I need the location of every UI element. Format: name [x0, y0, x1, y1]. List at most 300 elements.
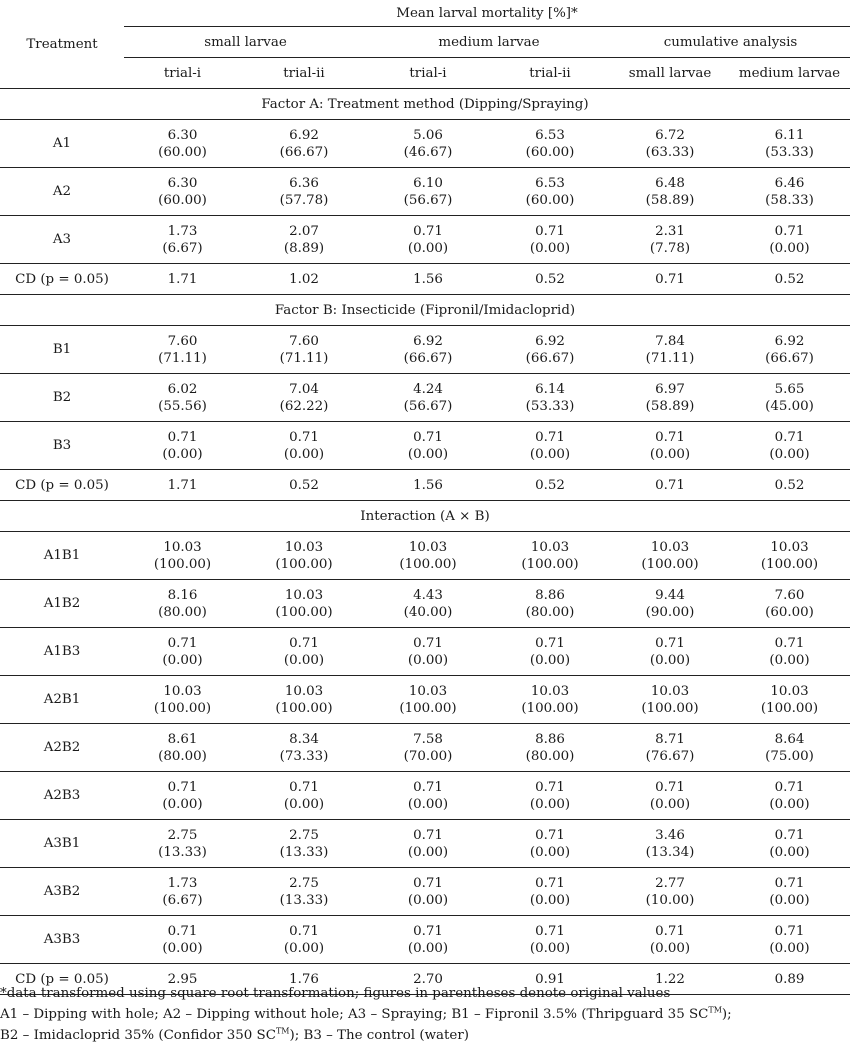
original-value: (0.00) [769, 940, 810, 956]
transformed-value: 0.71 [535, 223, 565, 239]
cd-row [0, 470, 850, 501]
table-cell [729, 868, 850, 916]
original-value: (100.00) [760, 700, 819, 716]
transformed-value: 8.34 [289, 731, 319, 747]
original-value: (0.00) [769, 892, 810, 908]
original-value: (60.00) [525, 192, 575, 208]
cd-value: 1.76 [241, 964, 367, 995]
table-cell [729, 628, 850, 676]
transformed-value: 6.11 [774, 127, 805, 143]
transformed-value: 10.03 [163, 683, 202, 699]
table-cell [729, 168, 850, 216]
trademark-sup: TM [275, 1026, 290, 1036]
table-cell [367, 724, 489, 772]
table-cell [241, 820, 367, 868]
original-value: (0.00) [769, 796, 810, 812]
original-value: (73.33) [279, 748, 329, 764]
original-value: (8.89) [283, 240, 325, 256]
original-value: (0.00) [407, 844, 449, 860]
table-row [0, 532, 850, 580]
original-value: (40.00) [403, 604, 453, 620]
transformed-value: 6.97 [655, 381, 685, 397]
transformed-value: 6.92 [413, 333, 443, 349]
original-value: (66.67) [279, 144, 329, 160]
table-cell [124, 580, 241, 628]
original-value: (13.33) [279, 892, 329, 908]
original-value: (58.89) [645, 398, 695, 414]
table-cell [611, 532, 729, 580]
header-subcol: medium larvae [729, 58, 850, 89]
table-cell [241, 580, 367, 628]
table-cell [611, 628, 729, 676]
cd-value: 0.52 [489, 264, 611, 295]
transformed-value: 0.71 [655, 635, 685, 651]
transformed-value: 2.75 [167, 827, 198, 843]
original-value: (0.00) [283, 652, 325, 668]
table-cell [124, 216, 241, 264]
original-value: (10.00) [645, 892, 695, 908]
transformed-value: 8.86 [535, 731, 565, 747]
original-value: (0.00) [283, 446, 325, 462]
table-cell [124, 168, 241, 216]
table-cell [729, 374, 850, 422]
table-cell [367, 580, 489, 628]
original-value: (58.89) [645, 192, 695, 208]
table-cell [367, 120, 489, 168]
table-cell [367, 168, 489, 216]
original-value: (70.00) [403, 748, 453, 764]
table-cell [367, 326, 489, 374]
table-cell [241, 676, 367, 724]
original-value: (56.67) [403, 192, 453, 208]
table-cell [124, 532, 241, 580]
transformed-value: 0.71 [774, 223, 805, 239]
transformed-value: 10.03 [770, 683, 809, 699]
table-cell [241, 326, 367, 374]
table-cell [241, 168, 367, 216]
table-cell [124, 724, 241, 772]
table-cell [241, 374, 367, 422]
original-value: (57.78) [279, 192, 329, 208]
cd-value: 1.56 [367, 470, 489, 501]
table-cell [489, 868, 611, 916]
table-row [0, 120, 850, 168]
transformed-value: 10.03 [530, 539, 570, 555]
table-row [0, 422, 850, 470]
original-value: (62.22) [279, 398, 329, 414]
transformed-value: 10.03 [770, 539, 809, 555]
row-label: A3B2 [0, 868, 124, 916]
original-value: (53.33) [525, 398, 575, 414]
header-group-title: Mean larval mortality [%]* [124, 0, 850, 27]
table-cell [124, 422, 241, 470]
row-label: B2 [0, 374, 124, 422]
table-cell [241, 216, 367, 264]
original-value: (0.00) [529, 652, 571, 668]
table-row [0, 216, 850, 264]
original-value: (100.00) [641, 556, 699, 572]
original-value: (0.00) [769, 240, 810, 256]
row-label: B1 [0, 326, 124, 374]
header-group-cumulative: cumulative analysis [611, 27, 850, 58]
original-value: (100.00) [399, 556, 457, 572]
cd-value: 1.71 [124, 470, 241, 501]
table-cell [241, 532, 367, 580]
cd-value: 0.71 [611, 470, 729, 501]
transformed-value: 6.92 [289, 127, 319, 143]
table-cell [124, 820, 241, 868]
table-cell [611, 580, 729, 628]
original-value: (0.00) [407, 892, 449, 908]
original-value: (100.00) [153, 556, 212, 572]
cd-value: 2.70 [367, 964, 489, 995]
transformed-value: 0.71 [535, 635, 565, 651]
original-value: (60.00) [158, 192, 207, 208]
table-cell [367, 216, 489, 264]
original-value: (55.56) [158, 398, 207, 414]
transformed-value: 0.71 [535, 779, 565, 795]
original-value: (71.11) [279, 350, 329, 366]
table-header [0, 0, 850, 89]
transformed-value: 0.71 [535, 429, 565, 445]
transformed-value: 10.03 [284, 683, 324, 699]
section-title: Factor B: Insecticide (Fipronil/Imidacloprid) [0, 295, 850, 326]
table-cell [124, 676, 241, 724]
table-row [0, 772, 850, 820]
transformed-value: 6.46 [774, 175, 805, 191]
table-cell [611, 820, 729, 868]
table-cell [729, 820, 850, 868]
table-cell [124, 120, 241, 168]
table-cell [489, 772, 611, 820]
transformed-value: 8.61 [167, 731, 198, 747]
table-row [0, 916, 850, 964]
transformed-value: 10.03 [408, 683, 448, 699]
transformed-value: 0.71 [413, 779, 443, 795]
original-value: (71.11) [645, 350, 695, 366]
table-cell [367, 868, 489, 916]
table-cell [489, 676, 611, 724]
table-cell [124, 628, 241, 676]
transformed-value: 0.71 [535, 923, 565, 939]
original-value: (80.00) [525, 748, 575, 764]
table-cell [241, 724, 367, 772]
table-cell [611, 772, 729, 820]
transformed-value: 8.86 [535, 587, 565, 603]
transformed-value: 2.75 [289, 827, 319, 843]
original-value: (0.00) [649, 940, 691, 956]
row-label: A1B1 [0, 532, 124, 580]
original-value: (60.00) [765, 604, 814, 620]
transformed-value: 9.44 [655, 587, 685, 603]
header-subcol: trial-ii [489, 58, 611, 89]
table-cell [611, 916, 729, 964]
transformed-value: 10.03 [530, 683, 570, 699]
transformed-value: 0.71 [774, 923, 805, 939]
transformed-value: 0.71 [167, 923, 198, 939]
table-cell [489, 580, 611, 628]
table-row [0, 868, 850, 916]
header-treatment: Treatment [0, 0, 124, 89]
table-cell [611, 374, 729, 422]
header-group-medium: medium larvae [367, 27, 611, 58]
row-label: A2B3 [0, 772, 124, 820]
section-row [0, 501, 850, 532]
table-cell [729, 326, 850, 374]
table-cell [241, 422, 367, 470]
transformed-value: 10.03 [284, 539, 324, 555]
original-value: (63.33) [645, 144, 695, 160]
transformed-value: 0.71 [289, 635, 319, 651]
original-value: (75.00) [765, 748, 814, 764]
transformed-value: 6.10 [413, 175, 443, 191]
table-cell [367, 772, 489, 820]
original-value: (0.00) [162, 940, 203, 956]
transformed-value: 0.71 [413, 223, 443, 239]
section-title: Factor A: Treatment method (Dipping/Spraying) [0, 89, 850, 120]
table-cell [367, 422, 489, 470]
header-subcol: small larvae [611, 58, 729, 89]
transformed-value: 3.46 [655, 827, 685, 843]
table-row [0, 168, 850, 216]
transformed-value: 5.65 [774, 381, 805, 397]
transformed-value: 7.04 [289, 381, 319, 397]
cd-value: 1.56 [367, 264, 489, 295]
transformed-value: 7.60 [774, 587, 805, 603]
row-label: A1B3 [0, 628, 124, 676]
table-cell [489, 120, 611, 168]
transformed-value: 2.75 [289, 875, 319, 891]
transformed-value: 10.03 [284, 587, 324, 603]
original-value: (0.00) [649, 796, 691, 812]
row-label: A2B2 [0, 724, 124, 772]
transformed-value: 6.30 [167, 127, 198, 143]
table-cell [489, 532, 611, 580]
table-cell [241, 868, 367, 916]
table-cell [124, 868, 241, 916]
transformed-value: 0.71 [774, 875, 805, 891]
cd-value: 0.52 [489, 470, 611, 501]
table-row [0, 676, 850, 724]
transformed-value: 6.92 [535, 333, 565, 349]
header-subcol: trial-ii [241, 58, 367, 89]
original-value: (58.33) [765, 192, 814, 208]
original-value: (60.00) [158, 144, 207, 160]
original-value: (6.67) [162, 240, 203, 256]
table-cell [489, 724, 611, 772]
table-cell [611, 216, 729, 264]
original-value: (0.00) [769, 652, 810, 668]
table-cell [489, 422, 611, 470]
row-label: B3 [0, 422, 124, 470]
table-cell [489, 326, 611, 374]
footnote-line: *data transformed using square root transformation; figures in parentheses denote original values [0, 986, 671, 1001]
original-value: (0.00) [529, 240, 571, 256]
original-value: (71.11) [158, 350, 207, 366]
original-value: (7.78) [649, 240, 691, 256]
original-value: (0.00) [407, 652, 449, 668]
original-value: (0.00) [769, 446, 810, 462]
table-cell [729, 422, 850, 470]
cd-value: 1.02 [241, 264, 367, 295]
transformed-value: 0.71 [289, 429, 319, 445]
section-row [0, 295, 850, 326]
section-title: Interaction (A × B) [0, 501, 850, 532]
cd-value: 2.95 [124, 964, 241, 995]
original-value: (13.34) [645, 844, 695, 860]
section-row [0, 89, 850, 120]
original-value: (13.33) [158, 844, 207, 860]
header-subcol: trial-i [124, 58, 241, 89]
transformed-value: 0.71 [535, 827, 565, 843]
transformed-value: 0.71 [535, 875, 565, 891]
original-value: (80.00) [525, 604, 575, 620]
transformed-value: 2.77 [655, 875, 685, 891]
original-value: (66.67) [765, 350, 814, 366]
trademark-sup: TM [708, 1005, 722, 1015]
transformed-value: 0.71 [289, 779, 319, 795]
original-value: (0.00) [162, 652, 203, 668]
transformed-value: 1.73 [167, 223, 198, 239]
original-value: (0.00) [407, 240, 449, 256]
original-value: (56.67) [403, 398, 453, 414]
transformed-value: 6.48 [655, 175, 685, 191]
original-value: (0.00) [649, 446, 691, 462]
transformed-value: 5.06 [413, 127, 443, 143]
row-label: A1 [0, 120, 124, 168]
table-cell [489, 820, 611, 868]
header-subcol: trial-i [367, 58, 489, 89]
table-cell [124, 326, 241, 374]
transformed-value: 6.30 [167, 175, 198, 191]
table-cell [489, 216, 611, 264]
table-row [0, 374, 850, 422]
cd-value: 0.52 [729, 264, 850, 295]
transformed-value: 2.07 [289, 223, 319, 239]
original-value: (100.00) [275, 556, 333, 572]
original-value: (53.33) [765, 144, 814, 160]
original-value: (13.33) [279, 844, 329, 860]
original-value: (0.00) [407, 796, 449, 812]
original-value: (100.00) [275, 604, 333, 620]
transformed-value: 0.71 [413, 923, 443, 939]
row-label: A3B3 [0, 916, 124, 964]
transformed-value: 4.43 [413, 587, 443, 603]
original-value: (0.00) [529, 892, 571, 908]
row-label: A3B1 [0, 820, 124, 868]
cd-value: 1.71 [124, 264, 241, 295]
table-cell [489, 916, 611, 964]
cd-label: CD (p = 0.05) [0, 964, 124, 995]
cd-value: 0.52 [729, 470, 850, 501]
transformed-value: 0.71 [774, 779, 805, 795]
table-cell [241, 772, 367, 820]
transformed-value: 8.71 [655, 731, 685, 747]
cd-value: 0.71 [611, 264, 729, 295]
table-row [0, 580, 850, 628]
transformed-value: 0.71 [413, 429, 443, 445]
original-value: (0.00) [283, 940, 325, 956]
table-cell [124, 772, 241, 820]
table-cell [124, 374, 241, 422]
original-value: (80.00) [158, 748, 207, 764]
original-value: (76.67) [645, 748, 695, 764]
original-value: (0.00) [529, 446, 571, 462]
transformed-value: 6.53 [535, 175, 565, 191]
table-cell [367, 532, 489, 580]
transformed-value: 6.02 [167, 381, 198, 397]
transformed-value: 0.71 [167, 635, 198, 651]
table-cell [611, 724, 729, 772]
original-value: (6.67) [162, 892, 203, 908]
table-cell [241, 628, 367, 676]
transformed-value: 0.71 [167, 779, 198, 795]
transformed-value: 0.71 [413, 875, 443, 891]
table-cell [241, 120, 367, 168]
original-value: (100.00) [521, 556, 579, 572]
transformed-value: 0.71 [655, 779, 685, 795]
row-label: A2B1 [0, 676, 124, 724]
cd-label: CD (p = 0.05) [0, 264, 124, 295]
transformed-value: 4.24 [413, 381, 443, 397]
table-cell [489, 374, 611, 422]
transformed-value: 0.71 [289, 923, 319, 939]
transformed-value: 6.36 [289, 175, 319, 191]
table-row [0, 724, 850, 772]
transformed-value: 0.71 [655, 429, 685, 445]
transformed-value: 6.72 [655, 127, 685, 143]
cd-value: 0.52 [241, 470, 367, 501]
footnote-line: A1 – Dipping with hole; A2 – Dipping without hole; A3 – Spraying; B1 – Fipronil 3.5% (Thripguard 35 SC™); [0, 1005, 732, 1022]
transformed-value: 10.03 [163, 539, 202, 555]
original-value: (66.67) [525, 350, 575, 366]
transformed-value: 7.60 [289, 333, 319, 349]
table-cell [611, 120, 729, 168]
transformed-value: 6.14 [535, 381, 565, 397]
original-value: (100.00) [153, 700, 212, 716]
original-value: (0.00) [529, 940, 571, 956]
original-value: (100.00) [275, 700, 333, 716]
table-cell [611, 676, 729, 724]
row-label: A2 [0, 168, 124, 216]
cd-value: 1.22 [611, 964, 729, 995]
transformed-value: 10.03 [650, 539, 690, 555]
row-label: A1B2 [0, 580, 124, 628]
cd-value: 0.89 [729, 964, 850, 995]
original-value: (0.00) [529, 796, 571, 812]
table-cell [489, 628, 611, 676]
original-value: (0.00) [407, 446, 449, 462]
original-value: (60.00) [525, 144, 575, 160]
table-cell [729, 772, 850, 820]
table-cell [611, 326, 729, 374]
cd-value: 0.91 [489, 964, 611, 995]
transformed-value: 0.71 [774, 635, 805, 651]
transformed-value: 1.73 [167, 875, 198, 891]
transformed-value: 7.60 [167, 333, 198, 349]
transformed-value: 0.71 [774, 827, 805, 843]
footnotes [0, 983, 850, 1046]
original-value: (0.00) [283, 796, 325, 812]
transformed-value: 10.03 [408, 539, 448, 555]
table-row [0, 820, 850, 868]
table-cell [124, 916, 241, 964]
original-value: (100.00) [641, 700, 699, 716]
original-value: (90.00) [645, 604, 695, 620]
transformed-value: 0.71 [167, 429, 198, 445]
transformed-value: 10.03 [650, 683, 690, 699]
table-cell [367, 676, 489, 724]
